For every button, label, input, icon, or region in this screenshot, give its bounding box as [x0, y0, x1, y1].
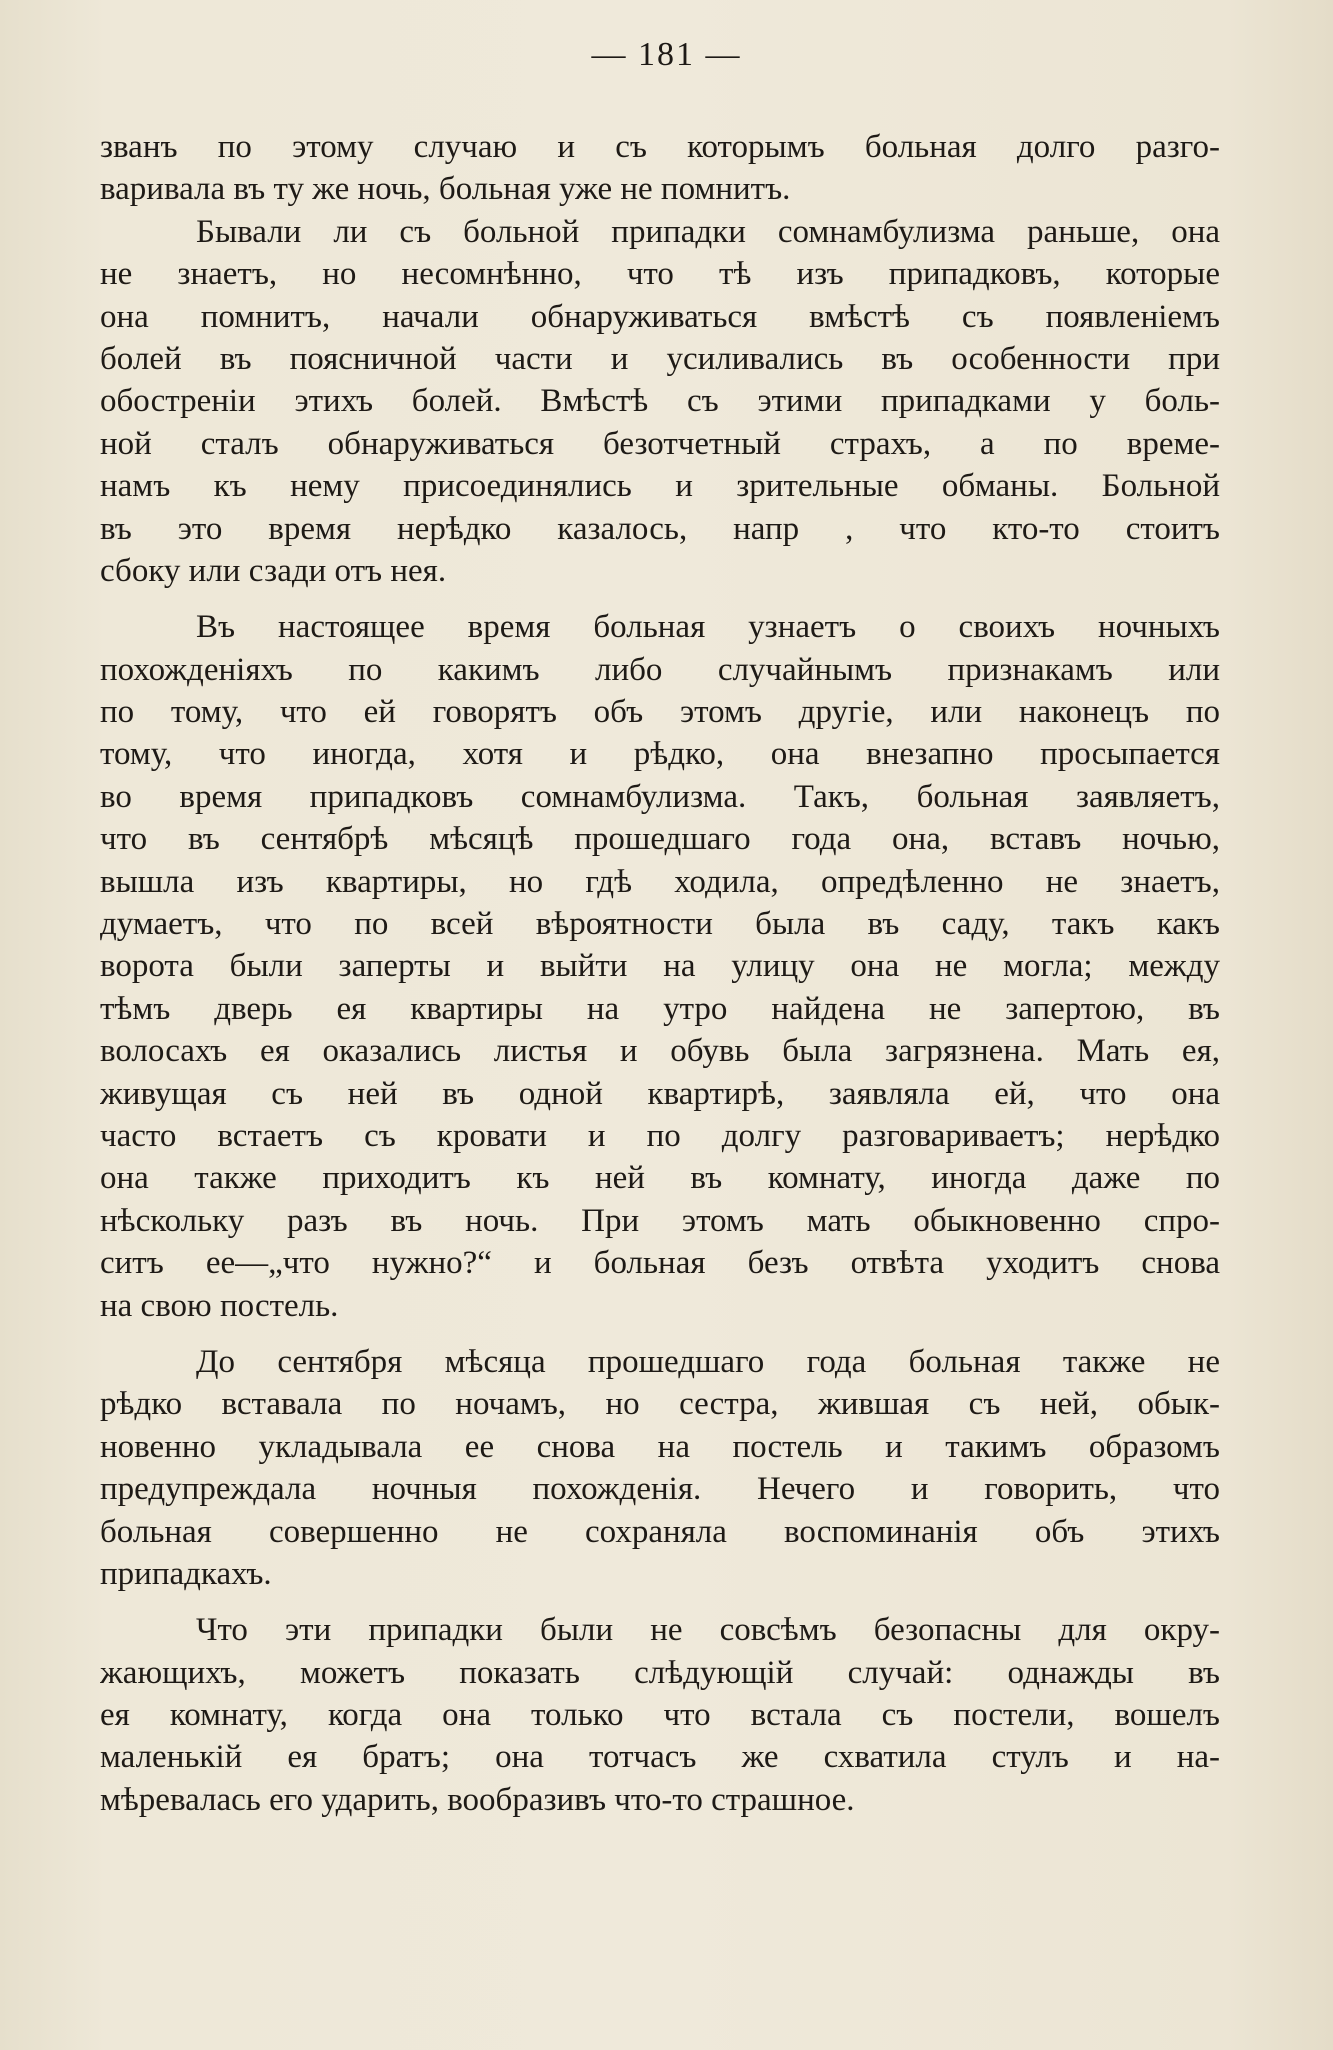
text-line: жающихъ, можетъ показать слѣдующій случай: однажды въ [100, 1654, 1220, 1691]
page-number: — 181 — [591, 36, 742, 73]
text-line: что въ сентябрѣ мѣсяцѣ прошедшаго года она, вставъ ночью, [100, 821, 1220, 858]
text-line: обостреніи этихъ болей. Вмѣстѣ съ этими припадками у боль- [100, 383, 1220, 420]
text-line: Что эти припадки были не совсѣмъ безопасны для окру- [196, 1612, 1220, 1649]
text-line: живущая съ ней въ одной квартирѣ, заявляла ей, что она [100, 1075, 1220, 1112]
text-line: мѣревалась его ударить, вообразивъ что-то страшное. [100, 1781, 855, 1818]
text-line: во время припадковъ сомнамбулизма. Такъ, больная заявляетъ, [100, 778, 1220, 815]
text-line: она также приходитъ къ ней въ комнату, иногда даже по [100, 1160, 1220, 1197]
text-line: она помнитъ, начали обнаруживаться вмѣстѣ съ появленіемъ [100, 298, 1220, 335]
text-line: До сентября мѣсяца прошедшаго года больная также не [196, 1343, 1220, 1380]
text-line: ной сталъ обнаруживаться безотчетный страхъ, а по време- [100, 425, 1220, 462]
text-line: званъ по этому случаю и съ которымъ больная долго разго- [100, 129, 1220, 165]
text-line: нѣскольку разъ въ ночь. При этомъ мать обыкновенно спро- [100, 1202, 1220, 1239]
text-line: намъ къ нему присоединялись и зрительные обманы. Больной [100, 468, 1220, 505]
text-line: тѣмъ дверь ея квартиры на утро найдена не запертою, въ [100, 990, 1220, 1027]
paragraph-gap [100, 1327, 1220, 1341]
text-line: ситъ ее—„что нужно?“ и больная безъ отвѣта уходитъ снова [100, 1245, 1220, 1282]
text-line: больная совершенно не сохраняла воспоминанія объ этихъ [100, 1513, 1220, 1550]
text-line: болей въ поясничной части и усиливались въ особенности при [100, 340, 1220, 377]
text-line: не знаетъ, но несомнѣнно, что тѣ изъ припадковъ, которые [100, 256, 1220, 293]
text-line: новенно укладывала ее снова на постель и такимъ образомъ [100, 1428, 1220, 1465]
text-line: сбоку или сзади отъ нея. [100, 552, 447, 589]
text-line: ея комнату, когда она только что встала съ постели, вошелъ [100, 1697, 1220, 1734]
text-line: тому, что иногда, хотя и рѣдко, она внезапно просыпается [100, 736, 1220, 773]
text-line: предупреждала ночныя похожденія. Нечего и говорить, что [100, 1471, 1220, 1508]
text-line: маленькій ея братъ; она тотчасъ же схватила стулъ и на- [100, 1739, 1220, 1776]
text-line: Бывали ли съ больной припадки сомнамбулизма раньше, она [196, 213, 1220, 250]
body-text [100, 126, 1220, 1821]
text-line: припадкахъ. [100, 1555, 272, 1592]
text-line: волосахъ ея оказались листья и обувь была загрязнена. Мать ея, [100, 1033, 1220, 1070]
text-line: рѣдко вставала по ночамъ, но сестра, жившая съ ней, обык- [100, 1386, 1220, 1423]
text-line: по тому, что ей говорятъ объ этомъ другіе, или наконецъ по [100, 694, 1220, 731]
text-line: Въ настоящее время больная узнаетъ о своихъ ночныхъ [196, 609, 1220, 646]
text-line: похожденіяхъ по какимъ либо случайнымъ признакамъ или [100, 651, 1220, 688]
text-line: думаетъ, что по всей вѣроятности была въ саду, такъ какъ [100, 906, 1220, 943]
text-line: на свою постель. [100, 1287, 339, 1324]
paragraph-gap [100, 1595, 1220, 1609]
paragraph-gap [100, 592, 1220, 606]
text-line: ворота были заперты и выйти на улицу она не могла; между [100, 948, 1220, 985]
text-line: въ это время нерѣдко казалось, напр , что кто-то стоитъ [100, 510, 1220, 547]
text-line: вышла изъ квартиры, но гдѣ ходила, опредѣленно не знаетъ, [100, 863, 1220, 900]
text-line: варивала въ ту же ночь, больная уже не помнитъ. [100, 171, 791, 208]
text-line: часто встаетъ съ кровати и по долгу разговариваетъ; нерѣдко [100, 1117, 1220, 1154]
